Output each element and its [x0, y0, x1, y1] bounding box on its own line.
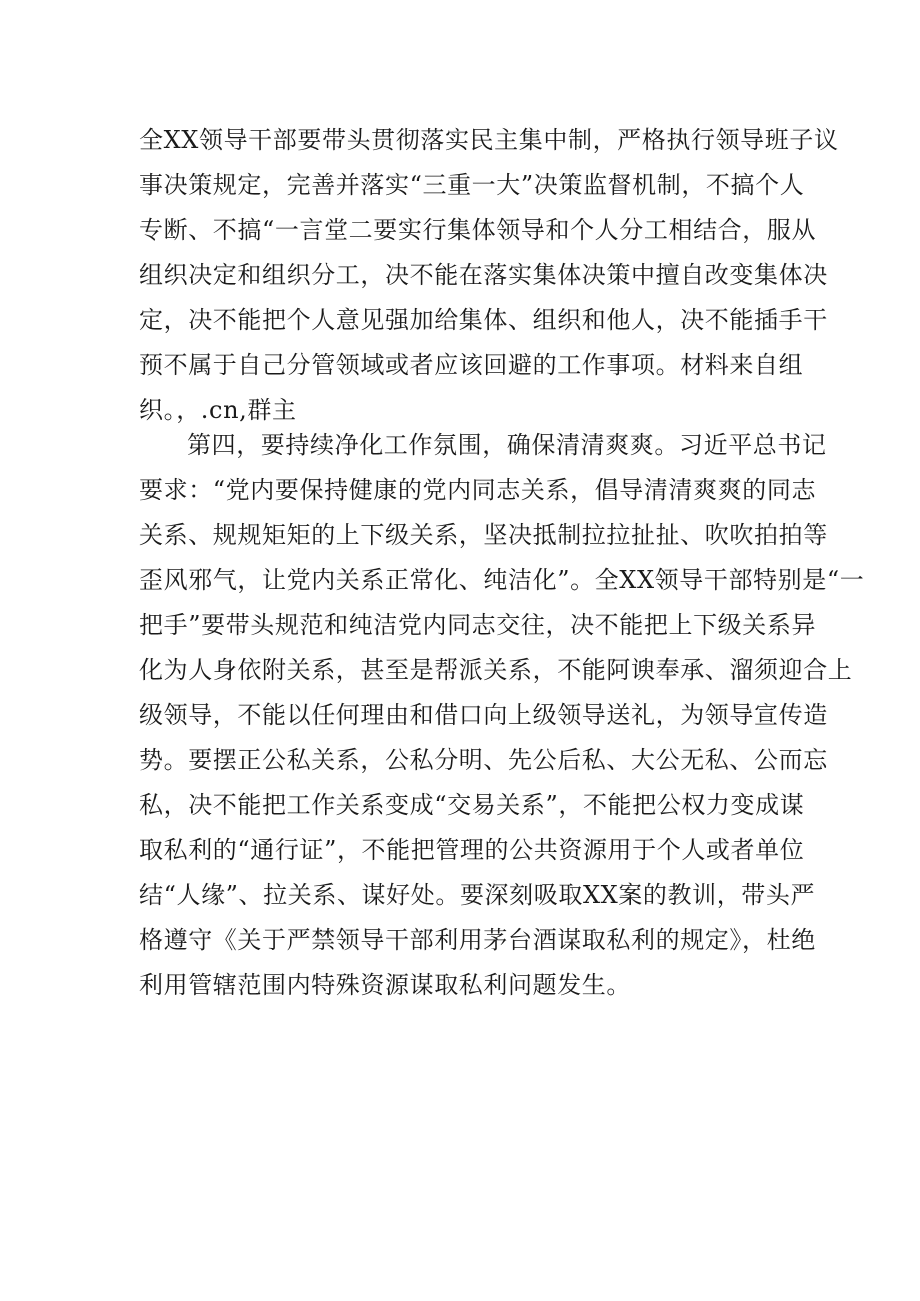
paragraph-line: 定，决不能把个人意见强加给集体、组织和他人，决不能插手干 — [139, 306, 828, 334]
paragraph-line: 格遵守《关于严禁领导干部利用茅台酒谋取私利的规定》，杜绝 — [139, 926, 816, 954]
paragraph-line: 预不属于自己分管领域或者应该回避的工作事项。材料来自组 — [139, 351, 804, 379]
paragraph-line: 全XX领导干部要带头贯彻落实民主集中制，严格执行领导班子议 — [139, 126, 839, 154]
paragraph-line: 私，决不能把工作关系变成“交易关系”，不能把公权力变成谋 — [139, 791, 805, 819]
paragraph-line: 把手”要带头规范和纯洁党内同志交往，决不能把上下级关系异 — [139, 611, 817, 639]
paragraph-line: 化为人身依附关系，甚至是帮派关系，不能阿谀奉承、溜须迎合上 — [139, 656, 853, 684]
paragraph-line: 要求：“党内要保持健康的党内同志关系，倡导清清爽爽的同志 — [139, 476, 817, 504]
paragraph-line: 专断、不搞“一言堂二要实行集体领导和个人分工相结合，服从 — [139, 216, 817, 244]
paragraph-2 — [139, 423, 865, 1008]
paragraph-line: 织。，.cn,群主 — [139, 396, 297, 424]
paragraph-line: 组织决定和组织分工，决不能在落实集体决策中擅自改变集体决 — [139, 261, 828, 289]
paragraph-line: 事决策规定，完善并落实“三重一大”决策监督机制，不搞个人 — [139, 171, 805, 199]
paragraph-line: 级领导，不能以任何理由和借口向上级领导送礼，为领导宣传造 — [139, 701, 828, 729]
paragraph-1 — [139, 118, 839, 433]
paragraph-line: 结“人缘”、拉关系、谋好处。要深刻吸取XX案的教训，带头严 — [139, 881, 816, 909]
paragraph-line: 取私利的“通行证”，不能把管理的公共资源用于个人或者单位 — [139, 836, 805, 864]
paragraph-line: 利用管辖范围内特殊资源谋取私利问题发生。 — [139, 971, 631, 999]
paragraph-line: 关系、规规矩矩的上下级关系，坚决抵制拉拉扯扯、吹吹拍拍等 — [139, 521, 828, 549]
paragraph-line: 歪风邪气，让党内关系正常化、纯洁化”。全XX领导干部特别是“一 — [139, 566, 865, 594]
paragraph-line: 第四，要持续净化工作氛围，确保清清爽爽。习近平总书记 — [187, 431, 827, 459]
paragraph-line: 势。要摆正公私关系，公私分明、先公后私、大公无私、公而忘 — [139, 746, 828, 774]
